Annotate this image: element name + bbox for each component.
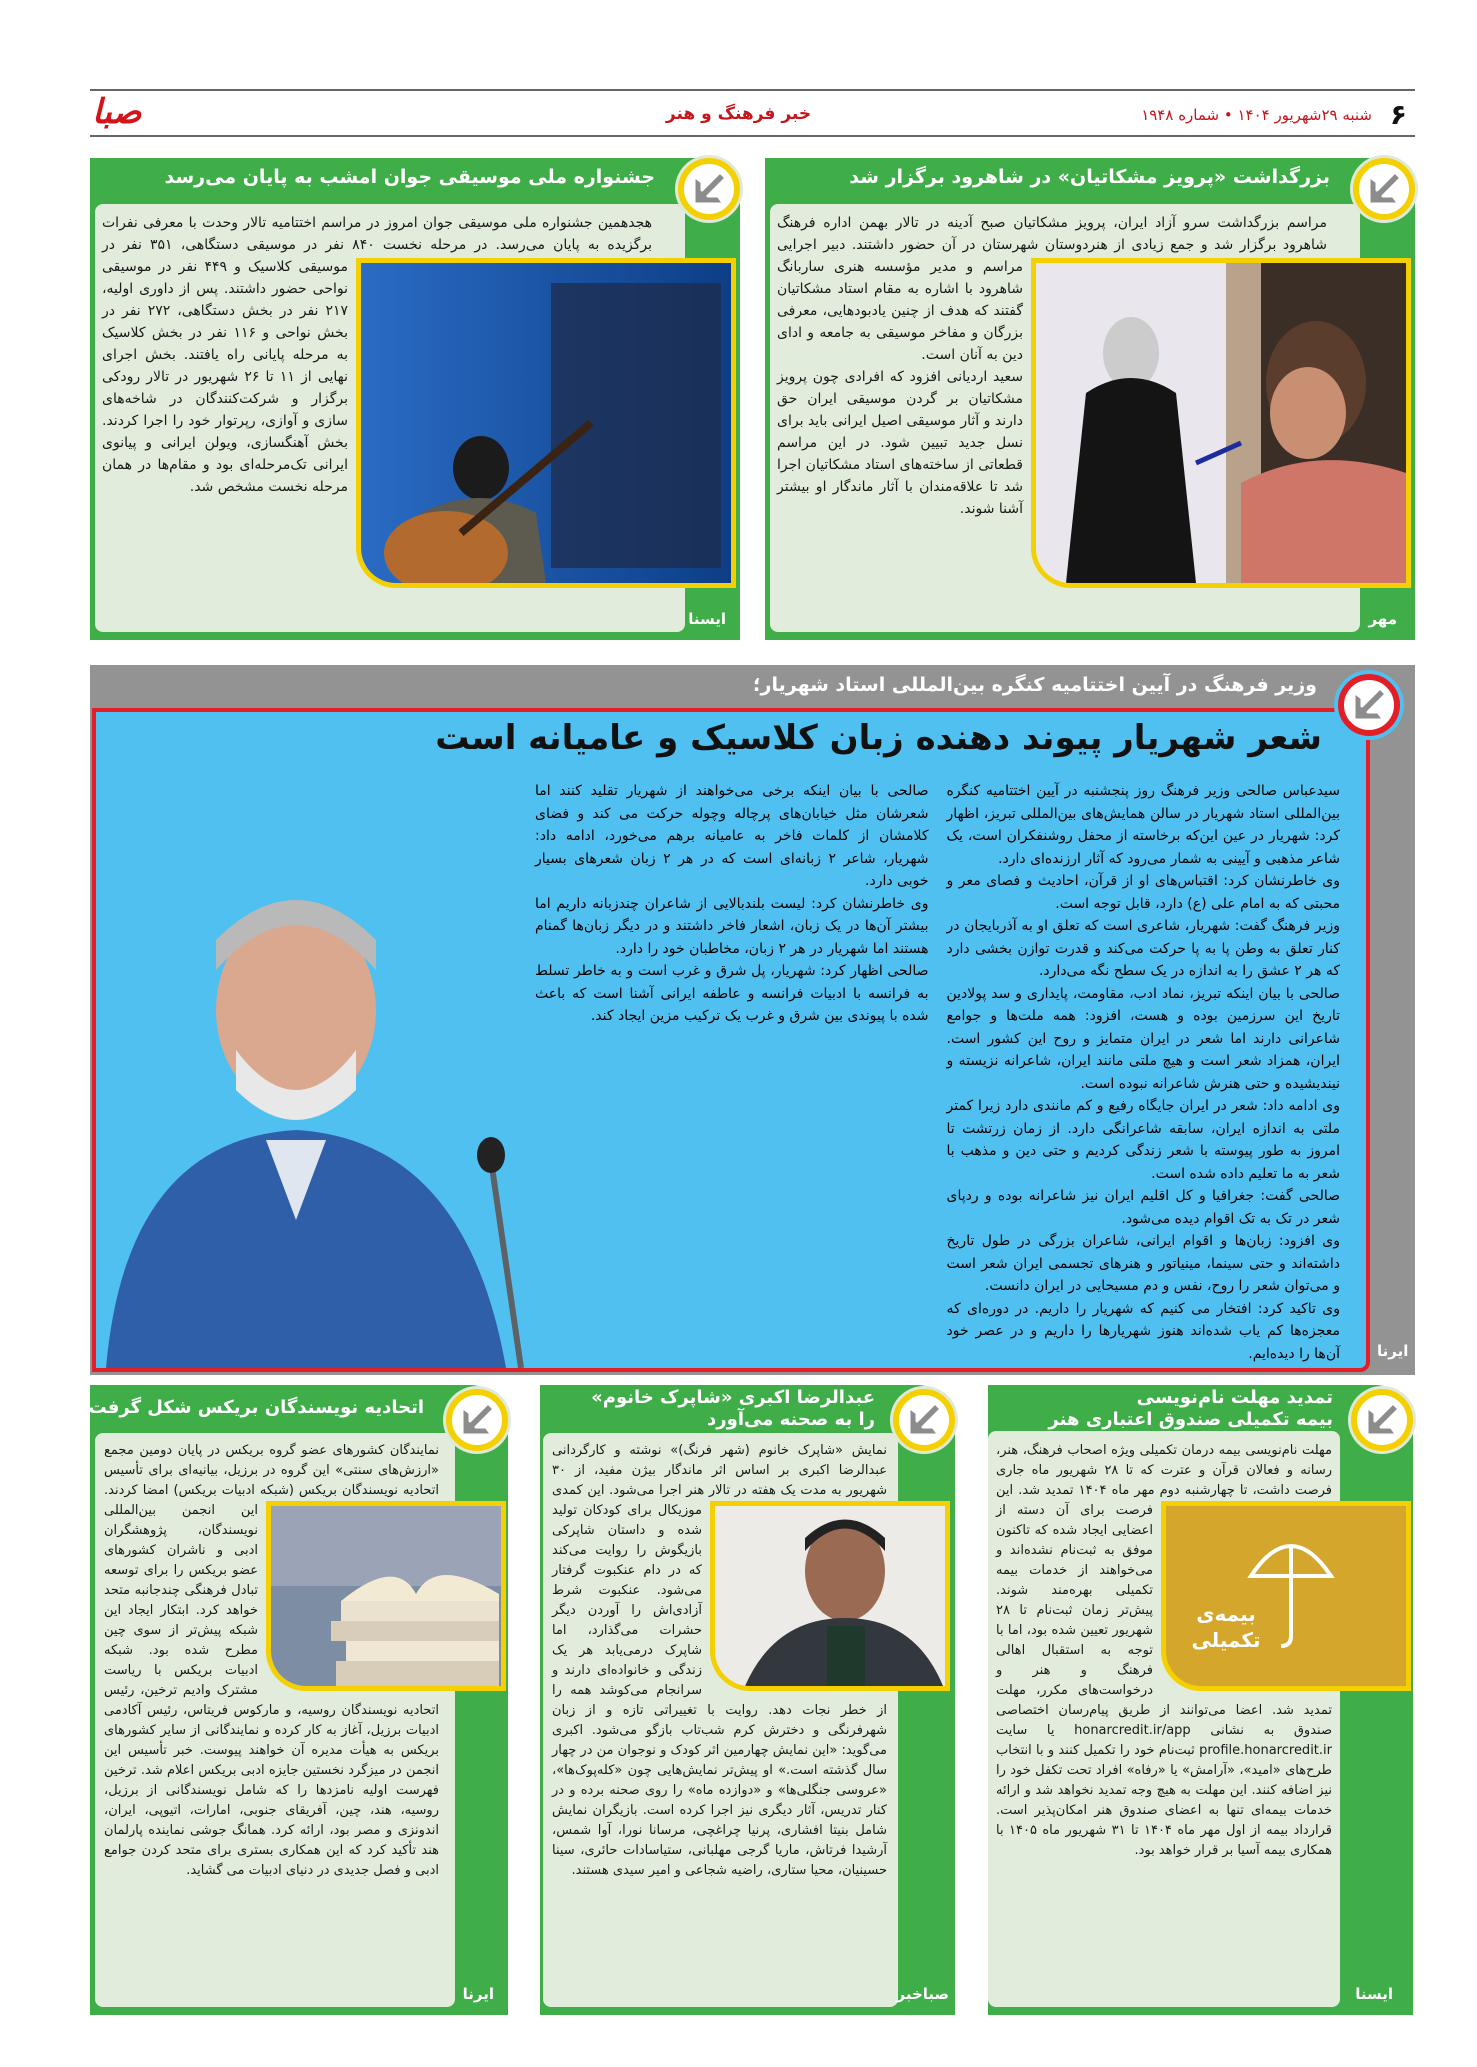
article-youth-music <box>90 158 740 640</box>
article-title: بزرگداشت «پرویز مشکاتیان» در شاهرود برگزار شد <box>849 166 1330 188</box>
news-arrow-icon <box>1351 1389 1413 1451</box>
paragraph: نمایندگان کشورهای عضو گروه بریکس در پایان دومین مجمع «ارزش‌های سنتی» این گروه در برزیل، بیانیه‌ای برای تأسیس اتحادیه نویسندگان بریکس (شبکه ادبیات بریکس) امضا کردند. این انجمن بین‌المللی نویسندگان، پژوهشگران ادبی و ناشران کشورهای عضو بریکس را برای توسعه تبادل فرهنگی چندجانبه متحد خواهد کرد. ابتکار ایجاد این شبکه پیش‌تر از سوی چین مطرح شده بود. شبکه ادبیات بریکس با ریاست مشترک وادیم ترخین، رئیس اتحادیه نویسندگان روسیه، و مارکوس فریتاس، رئیس آکادمی ادبیات برزیل، آغاز به کار کرده و نمایندگانی از سایر کشورهای بریکس به هیأت مدیره آن خواهند پیوست. خبر تأسیس این انجمن در میزگرد نخستین جایزه ادبی بریکس اعلام شد. ترخین فهرست اولیه نامزدها را که شامل نویسندگانی از برزیل، روسیه، هند، چین، آفریقای جنوبی، امارات، اتیوپی، ایران، اندونزی و مصر بود، ارائه کرد. همانگ جوشی نماینده پارلمان هند تأکید کرد که این همکاری بستری برای متحد کردن جوامع ادبی و فصل جدیدی در دنیای ادبیات می گشاید. <box>104 1443 439 1878</box>
title-line: را به صحنه می‌آورد <box>707 1409 875 1430</box>
main-title: شعر شهریار پیوند دهنده زبان کلاسیک و عامیانه است <box>435 718 1322 758</box>
article-body <box>777 212 1327 588</box>
source-label: صباخبر <box>896 1985 949 2003</box>
photo-minister-art <box>96 860 526 1368</box>
article-title: جشنواره ملی موسیقی جوان امشب به پایان می‌رسد <box>164 166 655 188</box>
source-label: ایرنا <box>1377 1342 1409 1360</box>
umbrella-icon <box>1166 1506 1406 1686</box>
header-bottom-rule <box>90 135 1415 137</box>
paragraph: صالحی با بیان اینکه برخی می‌خواهند از شهریار تقلید کنند اما شعرشان مثل خیابان‌های پرچاله وچوله حرکت می کند و فضای کلامشان از کلمات فاخر به عامیانه برهم می‌خورد، ادامه داد: شهریار، شاعر ۲ زبانه‌ای است که در هر ۲ زبان شعرهای بسیار خوبی دارد. <box>535 783 929 889</box>
paragraph: وی افزود: زبان‌ها و اقوام ایرانی، شاعران بزرگی در طول تاریخ داشته‌اند و حتی سینما، مینیاتور و هنرهای تجسمی ایران شعر است و می‌توان شعر را روح، نفس و دم مسیحایی در ایران دانست. <box>946 1233 1340 1294</box>
article-shaparak <box>540 1385 955 2015</box>
paragraph: صالحی اظهار کرد: شهریار، پل شرق و غرب است و به خاطر تسلط به فرانسه با ادبیات فرانسه و عاطفه ایرانی آشنا است که باعث شده با پیوندی بین شرق و غرب یک ترکیب مزین ایجاد کند. <box>535 963 929 1024</box>
article-brics <box>90 1385 508 2015</box>
source-label: مهر <box>1368 610 1397 628</box>
header-top-rule <box>90 89 1415 91</box>
page-number: ۶ <box>1389 98 1407 131</box>
photo-books-art <box>271 1506 501 1686</box>
article-body <box>996 1441 1332 1861</box>
source-label: ایسنا <box>688 610 726 628</box>
photo-meshkatian-art <box>1036 263 1406 583</box>
photo-akbari <box>710 1501 950 1691</box>
paragraph: مراسم بزرگداشت سرو آزاد ایران، پرویز مشکاتیان صبح آدینه در تالار بهمن اداره فرهنگ شاهرود برگزار شد و جمع زیادی از هنردوستان شهرستان در آن حضور داشتند. دبیر اجرایی مراسم و مدیر مؤسسه هنری ساربانگ شاهرود با اشاره به مقام استاد مشکاتیان گفتند که هدف از چنین یادبودهایی، معرفی بزرگان و مفاخر موسیقی به جامعه و ادای دین به آنان است. <box>777 215 1327 363</box>
paragraph: وی ادامه داد: شعر در ایران جایگاه رفیع و کم مانندی دارد زیرا کمتر ملتی به اندازه ایران، سابقه شاعرانگی دارد. از زمان زرتشت تا امروز به طور پیوسته با شعر زندگی کردیم و حتی دین و مذهب با شعر به ما تعلیم داده شده است. <box>946 1098 1340 1182</box>
article-meshkatian <box>765 158 1415 640</box>
paragraph: وی خاطرنشان کرد: لیست بلندبالایی از شاعران چندزبانه داریم اما بیشتر آن‌ها در یک زبان، اشعار فاخر داشتند و در دیگر زبان‌ها گمنام هستند اما شهریار در هر ۲ زبان، مخاطبان خود را دارد. <box>535 895 929 957</box>
news-arrow-icon <box>446 1389 508 1451</box>
paragraph: سعید اردیانی افزود که افرادی چون پرویز مشکاتیان بر گردن موسیقی ایران حق دارند و آثار موسیقی اصیل ایرانی باید برای نسل جدید تبیین شود. در این مراسم قطعاتی از ساخته‌های استاد مشکاتیان اجرا شد تا علاقه‌مندان با آثار ماندگار او بیشتر آشنا شوند. <box>777 369 1023 517</box>
paragraph: صالحی گفت: جغرافیا و کل اقلیم ایران نیز شاعرانه بوده و ردپای شعر در تک به تک اقوام دیده می‌شود. <box>946 1188 1340 1227</box>
paragraph: صالحی با بیان اینکه تبریز، نماد ادب، مقاومت، پایداری و سد پولادین تاریخ این سرزمین بوده و هست، افزود: همه ملت‌ها و جوامع شاعرانی دارند اما شعر در ایران متمایز و روح این کشور است. ایران، همزاد شعر است و هیچ ملتی مانند ایران، شاعرانه نزیسته و نیندیشیده و حتی هنرش شاعرانه نبوده است. <box>946 985 1340 1092</box>
photo-meshkatian <box>1031 258 1411 588</box>
main-article-body <box>535 780 1340 1365</box>
news-arrow-icon <box>1353 158 1415 220</box>
photo-akbari-art <box>715 1506 945 1686</box>
article-body <box>104 1441 439 1881</box>
paragraph: نمایش «شاپرک خانوم (شهر فرنگ)» نوشته و کارگردانی عبدالرضا اکبری بر اساس اثر ماندگار بیژن مفید، از ۳۰ شهریور به مدت یک هفته در تالار هنر اجرا می‌شود. این کمدی موزیکال برای کودکان تولید شده و داستان شاپرکی بازیگوش را روایت می‌کند که در دام عنکبوت گرفتار می‌شود. عنکبوت شرط آزادی‌اش را آوردن دیگر حشرات می‌گذارد، اما شاپرک درمی‌یابد هر یک زندگی و خانواده‌ای دارند و سرانجام می‌کوشد همه را از خطر نجات دهد. روایت با تغییراتی تازه و از زبان شهرفرنگی و دخترش کرم شب‌تاب بازگو می‌شود. اکبری می‌گوید: «این نمایش چهارمین اثر کودک و نوجوان من در چهار سال گذشته است.» او پیش‌تر نمایش‌هایی چون «کله‌پوک‌ها»، «عروسی جنگلی‌ها» و «دوازده ماه» را روی صحنه برده و در کنار تدریس، آثار دیگری نیز اجرا کرده است. بازیگران نمایش شامل بنیتا افشاری، پرنیا چراغچی، مرسانا نورا، آوا شمس، آرشیدا فرتاش، ماریا گرجی مهلبانی، ستیاسادات حائری، سینا حسینیان، محیا ستاری، راضیه شجاعی و امیر سیدی هستند. <box>552 1443 887 1878</box>
paragraph: وی تاکید کرد: افتخار می کنیم که شهریار را داریم. در دوره‌ای که معجزه‌ها کم یاب شده‌اند هنوز شهریارها را داریم و در عصر خود آن‌ها را دیده‌ایم. <box>946 1300 1340 1362</box>
paragraph: مهلت نام‌نویسی بیمه درمان تکمیلی ویژه اصحاب فرهنگ، هنر، رسانه و فعالان قرآن و عترت که تا ۲۸ شهریور ماه جاری فرصت داشت، تا چهارشنبه دوم مهر ماه ۱۴۰۴ تمدید شد. این فرصت برای آن دسته از اعضایی ایجاد شده که تاکنون موفق به ثبت‌نام نشده‌اند و می‌خواهند از خدمات بیمه تکمیلی بهره‌مند شوند. پیش‌تر زمان ثبت‌نام تا ۲۸ شهریور تعیین شده بود، اما با توجه به استقبال اهالی فرهنگ و هنر و درخواست‌های مکرر، مهلت تمدید شد. اعضا می‌توانند از طریق پیام‌رسان اختصاصی صندوق به نشانی honarcredit.ir/app یا سایت profile.honarcredit.ir ثبت‌نام خود را تکمیل کنند و با انتخاب طرح‌های «امید»، «آرامش» یا «رفاه» افراد تحت تکفل خود را نیز اضافه کنند. این مهلت به هیچ وجه تمدید نخواهد شد و ارائه خدمات بیمه‌ای تنها به اعضای صندوق هنر امکان‌پذیر است. قرارداد بیمه از اول مهر ماه ۱۴۰۴ تا ۳۱ شهریور ماه ۱۴۰۵ با همکاری بیمه آسیا بر قرار خواهد بود. <box>996 1443 1332 1858</box>
title-line: عبدالرضا اکبری «شاپرک خانوم» <box>591 1387 875 1408</box>
photo-guitarist-art <box>361 263 731 583</box>
source-label: ایرنا <box>462 1985 494 2003</box>
photo-insurance-poster <box>1161 1501 1411 1691</box>
article-insurance <box>988 1385 1413 2015</box>
poster-title: بیمه‌ی تکمیلی <box>1191 1602 1261 1652</box>
newspaper-logo: صبا <box>92 92 142 132</box>
article-title: اتحادیه نویسندگان بریکس شکل گرفت <box>88 1397 424 1418</box>
title-line: بیمه تکمیلی صندوق اعتباری هنر <box>1048 1409 1333 1430</box>
news-arrow-icon <box>1338 674 1400 736</box>
date-issue: شنبه ۲۹شهریور ۱۴۰۴ • شماره ۱۹۴۸ <box>1141 106 1372 124</box>
news-arrow-icon <box>678 158 740 220</box>
main-kicker: وزیر فرهنگ در آیین اختتامیه کنگره بین‌المللی استاد شهریار؛ <box>752 674 1317 696</box>
article-body <box>102 212 652 588</box>
photo-minister <box>96 860 526 1368</box>
title-line: تمدید مهلت نام‌نویسی <box>1136 1387 1333 1408</box>
paragraph: وزیر فرهنگ گفت: شهریار، شاعری است که تعلق او به آذربایجان در کنار تعلق به وطن پا به پا حرکت می‌کند و قدرت توازن بخشی دارد که هر ۲ عشق را به اندازه در یک سطح نگه می‌دارد. <box>946 918 1340 979</box>
article-title <box>1048 1387 1333 1431</box>
news-arrow-icon <box>893 1389 955 1451</box>
photo-books <box>266 1501 506 1691</box>
photo-guitarist <box>356 258 736 588</box>
section-title: خبر فرهنگ و هنر <box>665 104 812 124</box>
source-label: ایسنا <box>1355 1985 1393 2003</box>
paragraph: هجدهمین جشنواره ملی موسیقی جوان امروز در مراسم اختتامیه تالار وحدت با معرفی نفرات برگزیده به پایان می‌رسد. در مرحله نخست ۸۴۰ نفر در موسیقی دستگاهی، ۳۵۱ نفر در موسیقی کلاسیک و ۴۴۹ نفر در موسیقی نواحی حضور داشتند. پس از داوری اولیه، ۲۱۷ نفر در بخش دستگاهی، ۲۷۲ نفر در بخش نواحی و ۱۱۶ نفر در بخش کلاسیک به مرحله پایانی راه یافتند. بخش اجرای نهایی از ۱۱ تا ۲۶ شهریور در تالار رودکی برگزار و شرکت‌کنندگان در شاخه‌های سازی و آوازی، رپرتوار خود را اجرا کردند. بخش آهنگسازی، ویولن ایرانی و پیانوی ایرانی تک‌مرحله‌ای بود و مقام‌ها در همان مرحله نخست مشخص شد. <box>102 215 652 495</box>
paragraph: سیدعباس صالحی وزیر فرهنگ روز پنجشنبه در آیین اختتامیه کنگره بین‌المللی استاد شهریار در سالن همایش‌های بین‌المللی تبریز، اظهار کرد: شهریار در عین این‌که برخاسته از محفل روشنفکران است، یک شاعر مذهبی و آیینی به شمار می‌رود که آثار ارزنده‌ای دارد. <box>946 783 1340 867</box>
article-body <box>552 1441 887 1881</box>
article-title <box>591 1387 875 1431</box>
paragraph: وی خاطرنشان کرد: اقتباس‌های او از قرآن، احادیث و فصای معر و محبتی که به امام علی (ع) دارد، قابل توجه است. <box>946 873 1340 912</box>
